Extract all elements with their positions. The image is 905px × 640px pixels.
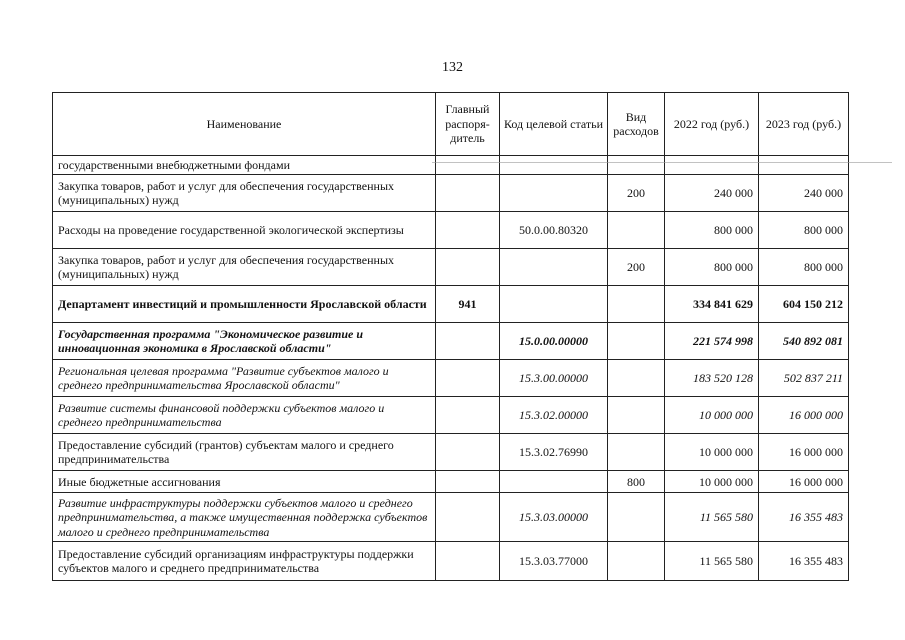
row-code	[500, 471, 608, 493]
row-name: Государственная программа "Экономическое развитие и инновационная экономика в Ярославской области"	[53, 323, 436, 360]
row-admin	[436, 249, 500, 286]
table-row	[53, 212, 849, 249]
budget-table	[52, 92, 849, 581]
table-row	[53, 397, 849, 434]
row-2023: 240 000	[759, 175, 849, 212]
row-code	[500, 249, 608, 286]
row-2023: 16 355 483	[759, 493, 849, 542]
row-type: 800	[608, 471, 665, 493]
row-2023: 16 000 000	[759, 471, 849, 493]
table-row	[53, 175, 849, 212]
row-name: Развитие инфраструктуры поддержки субъектов малого и среднего предпринимательства, а также имущественная поддержка субъектов малого и среднего предпринимательства	[53, 493, 436, 542]
row-2023: 800 000	[759, 212, 849, 249]
row-name: Расходы на проведение государственной экологической экспертизы	[53, 212, 436, 249]
scan-artifact-line	[432, 162, 892, 163]
row-admin	[436, 360, 500, 397]
row-admin	[436, 397, 500, 434]
row-type	[608, 542, 665, 581]
table-row	[53, 471, 849, 493]
row-2023: 540 892 081	[759, 323, 849, 360]
row-name: Закупка товаров, работ и услуг для обеспечения государственных (муниципальных) нужд	[53, 249, 436, 286]
row-2022	[665, 156, 759, 175]
table-row	[53, 323, 849, 360]
row-name: Иные бюджетные ассигнования	[53, 471, 436, 493]
table-row	[53, 360, 849, 397]
row-name: Департамент инвестиций и промышленности Ярославской области	[53, 286, 436, 323]
row-2023: 16 000 000	[759, 434, 849, 471]
row-type	[608, 397, 665, 434]
row-admin	[436, 542, 500, 581]
row-2023: 604 150 212	[759, 286, 849, 323]
row-code	[500, 156, 608, 175]
row-2023: 800 000	[759, 249, 849, 286]
row-name: Закупка товаров, работ и услуг для обеспечения государственных (муниципальных) нужд	[53, 175, 436, 212]
row-2022: 10 000 000	[665, 471, 759, 493]
page-number: 132	[442, 60, 463, 75]
row-name: Развитие системы финансовой поддержки субъектов малого и среднего предпринимательства	[53, 397, 436, 434]
row-admin	[436, 323, 500, 360]
row-code: 15.3.03.77000	[500, 542, 608, 581]
header-admin: Главный распоря-дитель	[436, 93, 500, 156]
table-row	[53, 493, 849, 542]
table-row	[53, 542, 849, 581]
row-type	[608, 493, 665, 542]
row-2023: 16 000 000	[759, 397, 849, 434]
row-code	[500, 286, 608, 323]
row-2022: 11 565 580	[665, 493, 759, 542]
row-admin	[436, 471, 500, 493]
row-admin	[436, 175, 500, 212]
row-2023: 502 837 211	[759, 360, 849, 397]
row-type	[608, 323, 665, 360]
row-type	[608, 286, 665, 323]
row-code: 15.3.02.00000	[500, 397, 608, 434]
row-type	[608, 434, 665, 471]
row-2023	[759, 156, 849, 175]
row-2022: 10 000 000	[665, 434, 759, 471]
row-type	[608, 212, 665, 249]
row-admin	[436, 493, 500, 542]
row-admin	[436, 212, 500, 249]
row-code: 15.0.00.00000	[500, 323, 608, 360]
row-code: 15.3.02.76990	[500, 434, 608, 471]
row-name: Предоставление субсидий организациям инфраструктуры поддержки субъектов малого и среднего предпринимательства	[53, 542, 436, 581]
header-2023: 2023 год (руб.)	[759, 93, 849, 156]
header-2022: 2022 год (руб.)	[665, 93, 759, 156]
table-header-row	[53, 93, 849, 156]
row-code: 15.3.03.00000	[500, 493, 608, 542]
row-2022: 11 565 580	[665, 542, 759, 581]
row-name: Предоставление субсидий (грантов) субъектам малого и среднего предпринимательства	[53, 434, 436, 471]
row-name: государственными внебюджетными фондами	[53, 156, 436, 175]
row-type: 200	[608, 249, 665, 286]
row-2022: 221 574 998	[665, 323, 759, 360]
row-type	[608, 360, 665, 397]
row-type	[608, 156, 665, 175]
header-type: Вид расходов	[608, 93, 665, 156]
row-2022: 800 000	[665, 249, 759, 286]
row-code: 50.0.00.80320	[500, 212, 608, 249]
row-code	[500, 175, 608, 212]
table-row	[53, 156, 849, 175]
row-2022: 10 000 000	[665, 397, 759, 434]
header-code: Код целевой статьи	[500, 93, 608, 156]
row-2022: 334 841 629	[665, 286, 759, 323]
row-2022: 800 000	[665, 212, 759, 249]
row-2022: 183 520 128	[665, 360, 759, 397]
table-row	[53, 249, 849, 286]
row-2023: 16 355 483	[759, 542, 849, 581]
row-name: Региональная целевая программа "Развитие субъектов малого и среднего предпринимательства Ярославской области"	[53, 360, 436, 397]
table-row	[53, 434, 849, 471]
row-code: 15.3.00.00000	[500, 360, 608, 397]
row-admin: 941	[436, 286, 500, 323]
row-admin	[436, 434, 500, 471]
row-admin	[436, 156, 500, 175]
header-name: Наименование	[53, 93, 436, 156]
row-2022: 240 000	[665, 175, 759, 212]
table-row	[53, 286, 849, 323]
row-type: 200	[608, 175, 665, 212]
